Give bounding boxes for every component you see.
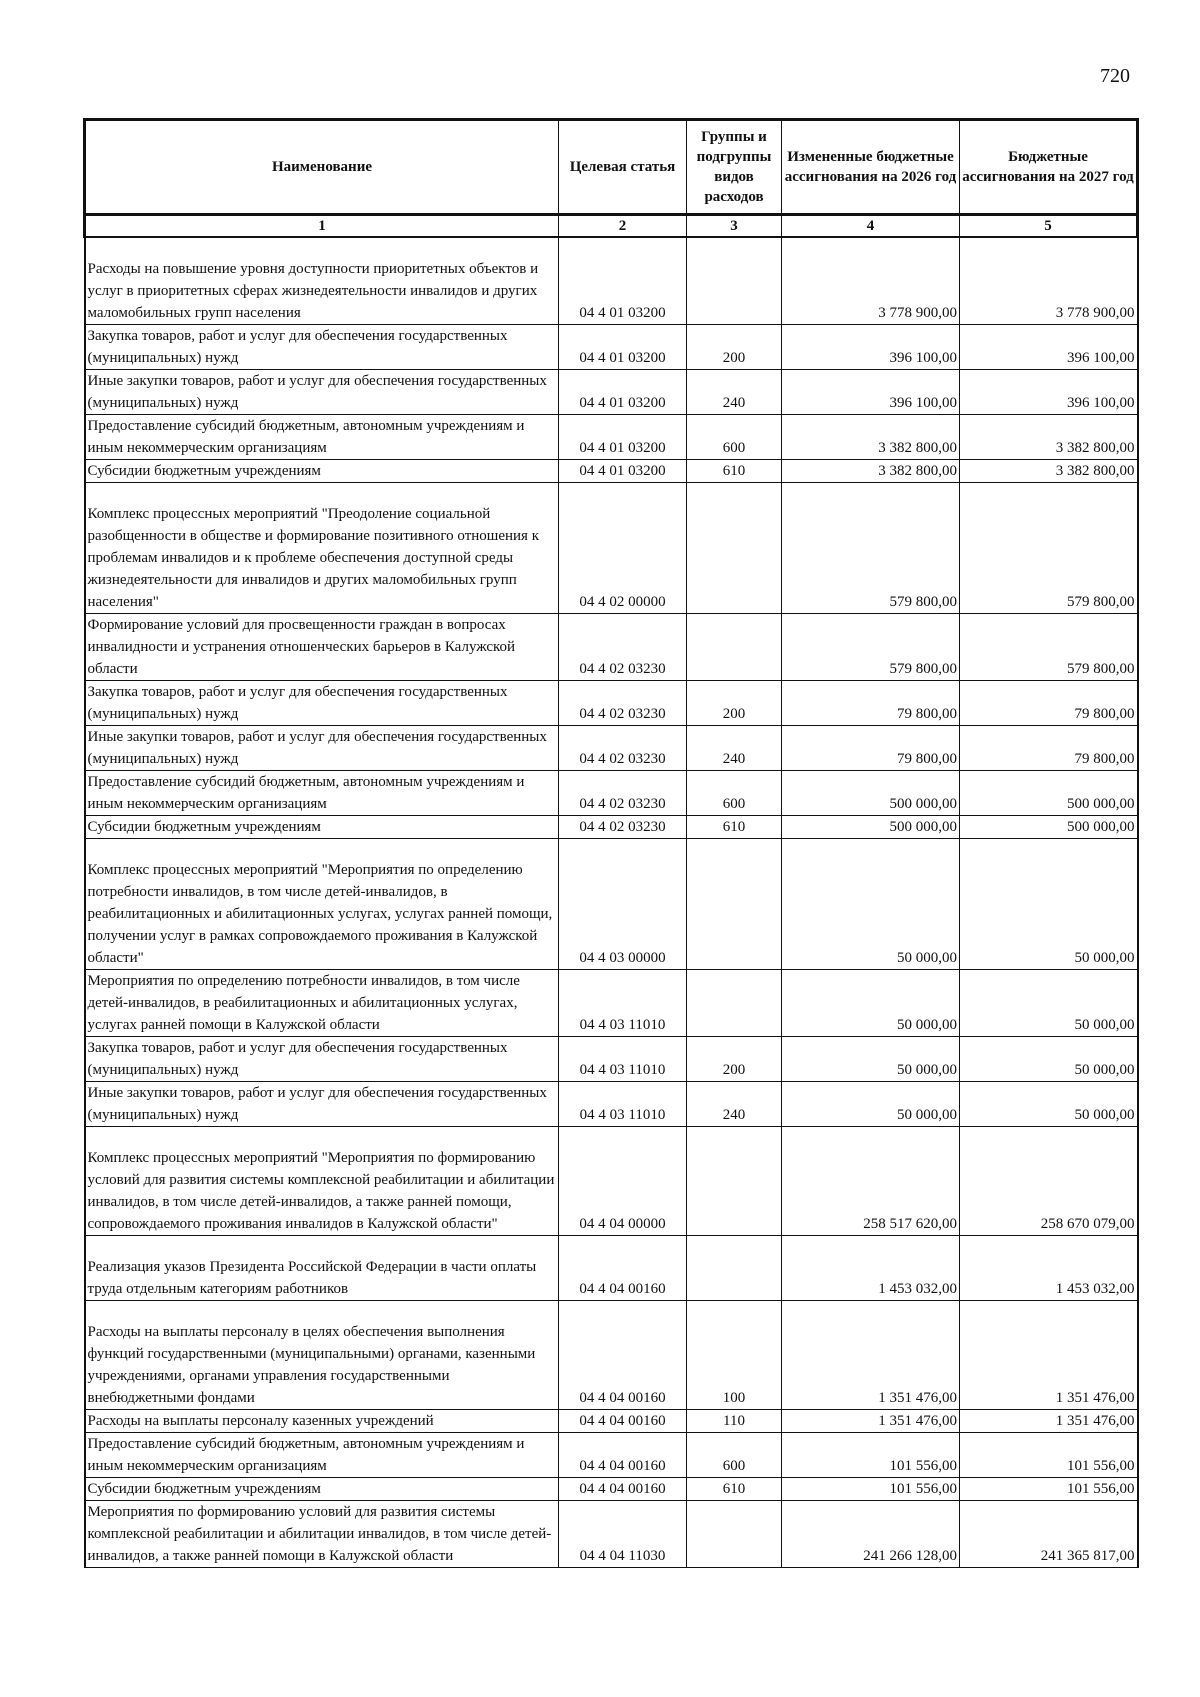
- page-number: 720: [1100, 65, 1130, 87]
- cell-amount-2027: 101 556,00: [960, 1478, 1138, 1501]
- cell-amount-2026: 79 800,00: [782, 726, 960, 771]
- table-row: [85, 816, 1138, 839]
- cell-name: Закупка товаров, работ и услуг для обеспечения государственных (муниципальных) нужд: [85, 325, 559, 370]
- cell-group: 110: [687, 1410, 782, 1433]
- cell-amount-2027: 500 000,00: [960, 816, 1138, 839]
- table-body: [85, 237, 1138, 1568]
- column-number-row: [85, 215, 1138, 238]
- cell-group: [687, 1236, 782, 1301]
- cell-name: Расходы на повышение уровня доступности приоритетных объектов и услуг в приоритетных сферах жизнедеятельности инвалидов и других маломобильных групп населения: [85, 237, 559, 325]
- column-number: 3: [687, 215, 782, 238]
- cell-name: Комплекс процессных мероприятий "Мероприятия по формированию условий для развития системы комплексной реабилитации и абилитации инвалидов, в том числе детей-инвалидов, а также ранней помощи, сопровождаемого проживания инвалидов в Калужской области": [85, 1127, 559, 1236]
- cell-group: 240: [687, 726, 782, 771]
- table-row: [85, 839, 1138, 970]
- cell-amount-2026: 50 000,00: [782, 970, 960, 1037]
- cell-group: 200: [687, 681, 782, 726]
- cell-target-code: 04 4 02 03230: [559, 681, 687, 726]
- cell-name: Расходы на выплаты персоналу в целях обеспечения выполнения функций государственными (муниципальными) органами, казенными учреждениями, органами управления государственными внебюджетными фондами: [85, 1301, 559, 1410]
- cell-name: Предоставление субсидий бюджетным, автономным учреждениям и иным некоммерческим организациям: [85, 415, 559, 460]
- cell-amount-2026: 3 778 900,00: [782, 237, 960, 325]
- cell-group: [687, 839, 782, 970]
- table-row: [85, 1410, 1138, 1433]
- cell-group: 100: [687, 1301, 782, 1410]
- cell-amount-2026: 396 100,00: [782, 325, 960, 370]
- cell-group: 610: [687, 816, 782, 839]
- cell-amount-2026: 258 517 620,00: [782, 1127, 960, 1236]
- cell-amount-2027: 1 351 476,00: [960, 1301, 1138, 1410]
- table-row: [85, 1433, 1138, 1478]
- cell-target-code: 04 4 01 03200: [559, 237, 687, 325]
- cell-group: [687, 237, 782, 325]
- cell-amount-2027: 258 670 079,00: [960, 1127, 1138, 1236]
- table-row: [85, 325, 1138, 370]
- cell-target-code: 04 4 02 03230: [559, 614, 687, 681]
- cell-target-code: 04 4 04 11030: [559, 1501, 687, 1568]
- cell-amount-2026: 500 000,00: [782, 771, 960, 816]
- cell-amount-2026: 101 556,00: [782, 1433, 960, 1478]
- table-row: [85, 970, 1138, 1037]
- cell-name: Предоставление субсидий бюджетным, автономным учреждениям и иным некоммерческим организациям: [85, 1433, 559, 1478]
- cell-name: Субсидии бюджетным учреждениям: [85, 816, 559, 839]
- cell-amount-2026: 50 000,00: [782, 839, 960, 970]
- cell-amount-2027: 579 800,00: [960, 614, 1138, 681]
- cell-group: [687, 614, 782, 681]
- cell-amount-2026: 101 556,00: [782, 1478, 960, 1501]
- cell-amount-2027: 79 800,00: [960, 726, 1138, 771]
- cell-amount-2026: 579 800,00: [782, 483, 960, 614]
- cell-amount-2026: 579 800,00: [782, 614, 960, 681]
- table-row: [85, 483, 1138, 614]
- cell-target-code: 04 4 04 00160: [559, 1410, 687, 1433]
- cell-amount-2026: 3 382 800,00: [782, 460, 960, 483]
- cell-amount-2027: 101 556,00: [960, 1433, 1138, 1478]
- header-group: Группы и подгруппы видов расходов: [687, 120, 782, 215]
- cell-target-code: 04 4 04 00160: [559, 1478, 687, 1501]
- cell-amount-2026: 79 800,00: [782, 681, 960, 726]
- cell-group: [687, 483, 782, 614]
- cell-amount-2026: 3 382 800,00: [782, 415, 960, 460]
- header-budget-2027: Бюджетные ассигнования на 2027 год: [960, 120, 1138, 215]
- cell-amount-2026: 500 000,00: [782, 816, 960, 839]
- cell-amount-2026: 1 453 032,00: [782, 1236, 960, 1301]
- table-row: [85, 1301, 1138, 1410]
- cell-target-code: 04 4 03 11010: [559, 1082, 687, 1127]
- cell-name: Закупка товаров, работ и услуг для обеспечения государственных (муниципальных) нужд: [85, 681, 559, 726]
- cell-amount-2026: 50 000,00: [782, 1082, 960, 1127]
- cell-name: Субсидии бюджетным учреждениям: [85, 460, 559, 483]
- column-number: 2: [559, 215, 687, 238]
- table-row: [85, 1478, 1138, 1501]
- cell-target-code: 04 4 04 00160: [559, 1433, 687, 1478]
- cell-target-code: 04 4 01 03200: [559, 325, 687, 370]
- cell-amount-2027: 396 100,00: [960, 370, 1138, 415]
- cell-name: Предоставление субсидий бюджетным, автономным учреждениям и иным некоммерческим организациям: [85, 771, 559, 816]
- cell-amount-2026: 1 351 476,00: [782, 1410, 960, 1433]
- cell-amount-2027: 50 000,00: [960, 1037, 1138, 1082]
- table-row: [85, 771, 1138, 816]
- cell-target-code: 04 4 02 03230: [559, 771, 687, 816]
- cell-name: Комплекс процессных мероприятий "Преодоление социальной разобщенности в обществе и формирование позитивного отношения к проблемам инвалидов и к проблеме обеспечения доступной среды жизнедеятельности для инвалидов и других маломобильных групп населения": [85, 483, 559, 614]
- cell-target-code: 04 4 02 00000: [559, 483, 687, 614]
- cell-amount-2026: 396 100,00: [782, 370, 960, 415]
- table-row: [85, 237, 1138, 325]
- cell-group: 600: [687, 771, 782, 816]
- cell-group: 610: [687, 1478, 782, 1501]
- header-changed-2026: Измененные бюджетные ассигнования на 2026 год: [782, 120, 960, 215]
- cell-amount-2027: 579 800,00: [960, 483, 1138, 614]
- cell-group: 240: [687, 1082, 782, 1127]
- table-row: [85, 1501, 1138, 1568]
- header-name: Наименование: [85, 120, 559, 215]
- column-number: 5: [960, 215, 1138, 238]
- cell-name: Расходы на выплаты персоналу казенных учреждений: [85, 1410, 559, 1433]
- cell-amount-2027: 396 100,00: [960, 325, 1138, 370]
- cell-target-code: 04 4 03 00000: [559, 839, 687, 970]
- cell-amount-2027: 50 000,00: [960, 970, 1138, 1037]
- cell-amount-2027: 1 351 476,00: [960, 1410, 1138, 1433]
- cell-amount-2027: 3 382 800,00: [960, 415, 1138, 460]
- table-row: [85, 726, 1138, 771]
- cell-target-code: 04 4 04 00160: [559, 1301, 687, 1410]
- cell-target-code: 04 4 01 03200: [559, 415, 687, 460]
- cell-amount-2026: 241 266 128,00: [782, 1501, 960, 1568]
- cell-name: Субсидии бюджетным учреждениям: [85, 1478, 559, 1501]
- cell-target-code: 04 4 04 00160: [559, 1236, 687, 1301]
- cell-group: 200: [687, 325, 782, 370]
- budget-table: [83, 118, 1139, 1568]
- cell-name: Закупка товаров, работ и услуг для обеспечения государственных (муниципальных) нужд: [85, 1037, 559, 1082]
- cell-group: [687, 1127, 782, 1236]
- table-row: [85, 1236, 1138, 1301]
- cell-name: Реализация указов Президента Российской Федерации в части оплаты труда отдельным категориям работников: [85, 1236, 559, 1301]
- cell-target-code: 04 4 01 03200: [559, 370, 687, 415]
- table-row: [85, 614, 1138, 681]
- cell-amount-2027: 3 778 900,00: [960, 237, 1138, 325]
- cell-group: 600: [687, 415, 782, 460]
- header-row: [85, 120, 1138, 215]
- cell-amount-2026: 1 351 476,00: [782, 1301, 960, 1410]
- cell-target-code: 04 4 03 11010: [559, 1037, 687, 1082]
- table-row: [85, 460, 1138, 483]
- cell-name: Мероприятия по формированию условий для развития системы комплексной реабилитации и абилитации инвалидов, в том числе детей-инвалидов, а также ранней помощи в Калужской области: [85, 1501, 559, 1568]
- table-row: [85, 415, 1138, 460]
- cell-group: 200: [687, 1037, 782, 1082]
- cell-name: Мероприятия по определению потребности инвалидов, в том числе детей-инвалидов, в реабилитационных и абилитационных услугах, услугах ранней помощи в Калужской области: [85, 970, 559, 1037]
- cell-amount-2027: 500 000,00: [960, 771, 1138, 816]
- cell-name: Формирование условий для просвещенности граждан в вопросах инвалидности и устранения отношенческих барьеров в Калужской области: [85, 614, 559, 681]
- cell-amount-2027: 1 453 032,00: [960, 1236, 1138, 1301]
- cell-group: [687, 970, 782, 1037]
- cell-target-code: 04 4 02 03230: [559, 816, 687, 839]
- table-row: [85, 1082, 1138, 1127]
- column-number: 1: [85, 215, 559, 238]
- cell-amount-2027: 79 800,00: [960, 681, 1138, 726]
- column-number: 4: [782, 215, 960, 238]
- cell-amount-2027: 50 000,00: [960, 839, 1138, 970]
- cell-group: [687, 1501, 782, 1568]
- cell-target-code: 04 4 02 03230: [559, 726, 687, 771]
- cell-target-code: 04 4 01 03200: [559, 460, 687, 483]
- table-row: [85, 681, 1138, 726]
- table-row: [85, 1127, 1138, 1236]
- table-row: [85, 1037, 1138, 1082]
- cell-name: Иные закупки товаров, работ и услуг для обеспечения государственных (муниципальных) нужд: [85, 370, 559, 415]
- cell-name: Комплекс процессных мероприятий "Мероприятия по определению потребности инвалидов, в том числе детей-инвалидов, в реабилитационных и абилитационных услугах, услугах ранней помощи, получении услуг в рамках сопровождаемого проживания в Калужской области": [85, 839, 559, 970]
- cell-group: 610: [687, 460, 782, 483]
- cell-amount-2027: 3 382 800,00: [960, 460, 1138, 483]
- cell-target-code: 04 4 03 11010: [559, 970, 687, 1037]
- cell-amount-2027: 50 000,00: [960, 1082, 1138, 1127]
- header-target: Целевая статья: [559, 120, 687, 215]
- cell-amount-2027: 241 365 817,00: [960, 1501, 1138, 1568]
- cell-name: Иные закупки товаров, работ и услуг для обеспечения государственных (муниципальных) нужд: [85, 726, 559, 771]
- table-row: [85, 370, 1138, 415]
- cell-name: Иные закупки товаров, работ и услуг для обеспечения государственных (муниципальных) нужд: [85, 1082, 559, 1127]
- cell-amount-2026: 50 000,00: [782, 1037, 960, 1082]
- cell-group: 600: [687, 1433, 782, 1478]
- cell-group: 240: [687, 370, 782, 415]
- cell-target-code: 04 4 04 00000: [559, 1127, 687, 1236]
